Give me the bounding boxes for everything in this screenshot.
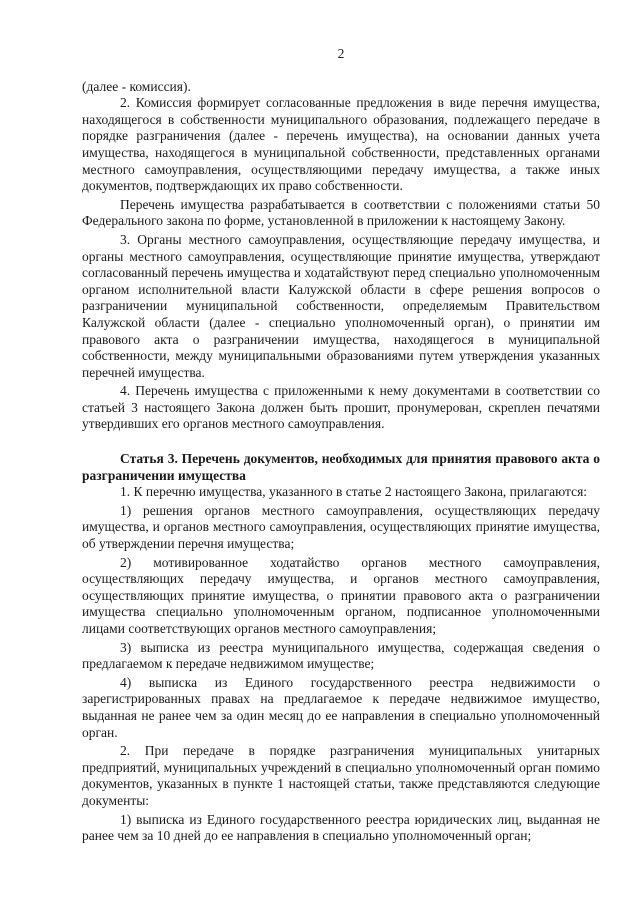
paragraph: 2. Комиссия формирует согласованные предложения в виде перечня имущества, находящегося в собственности муниципального образования, подлежащего передаче в порядке разграничения (далее - перечень имущества), на основании данных учета имущества, находящегося в муниципальной собственности, представленных органами местного самоуправления, осуществляющими передачу имущества, а также иных документов, подтверждающих их право собственности. [82, 95, 600, 194]
paragraph: 4. Перечень имущества с приложенными к нему документами в соответствии со статьей 3 настоящего Закона должен быть прошит, пронумерован, скреплен печатями утвердивших его органов местного самоуправления. [82, 383, 600, 432]
list-item: 1) решения органов местного самоуправления, осуществляющих передачу имущества, и органов местного самоуправления, осуществляющих принятие имущества, об утверждении перечня имущества; [82, 502, 600, 552]
paragraph: 3. Органы местного самоуправления, осуществляющие передачу имущества, и органы местного самоуправления, осуществляющие принятие имущества, утверждают согласованный перечень имущества и ходатайствуют перед специально уполномоченным органом исполнительной власти Калужской области в сфере решения вопросов о разграничении муниципальной собственности, определяемым Правительством Калужской области (далее - специально уполномоченный орган), о принятии им правового акта о разграничении имущества, находящегося в муниципальной собственности, между муниципальными образованиями путем утверждения указанных перечней имущества. [82, 231, 600, 380]
page-number: 2 [337, 46, 345, 61]
list-item: 3) выписка из реестра муниципального имущества, содержащая сведения о предлагаемом к передаче недвижимом имуществе; [82, 639, 600, 672]
list-item: 2) мотивированное ходатайство органов местного самоуправления, осуществляющих передачу имущества, и органов местного самоуправления, осуществляющих принятие имущества, о принятии правового акта о разграничении имущества специально уполномоченным органом, подписанное уполномоченными лицами соответствующих органов местного самоуправления; [82, 554, 600, 636]
paragraph: Перечень имущества разрабатывается в соответствии с положениями статьи 50 Федерального закона по форме, установленной в приложении к настоящему Закону. [82, 196, 600, 229]
paragraph: 2. При передаче в порядке разграничения муниципальных унитарных предприятий, муниципальных учреждений в специально уполномоченный орган помимо документов, указанных в пункте 1 настоящей статьи, также представляются следующие документы: [82, 743, 600, 808]
list-item: 4) выписка из Единого государственного реестра недвижимости о зарегистрированных правах на предлагаемое к передаче недвижимое имущество, выданная не ранее чем за один месяц до ее направления в специально уполномоченный орган. [82, 674, 600, 740]
list-item: 1) выписка из Единого государственного реестра юридических лиц, выданная не ранее чем за 10 дней до ее направления в специально уполномоченный орган; [82, 811, 600, 844]
article-heading: Статья 3. Перечень документов, необходимых для принятия правового акта о разграничении имущества [82, 451, 600, 483]
paragraph: (далее - комиссия). [82, 78, 191, 94]
paragraph: 1. К перечню имущества, указанного в статье 2 настоящего Закона, прилагаются: [120, 484, 588, 500]
